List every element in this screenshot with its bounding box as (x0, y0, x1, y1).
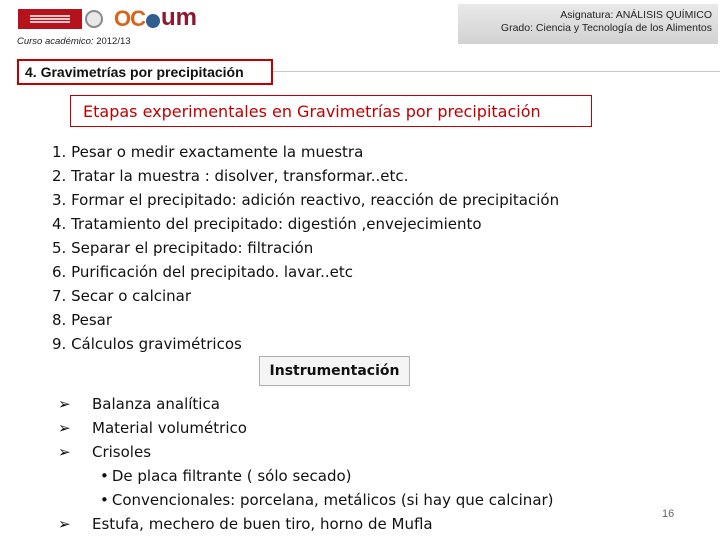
list-item: ➢ Crisoles (58, 440, 554, 464)
arrow-bullet-icon: ➢ (58, 515, 71, 533)
course-year: Curso académico: 2012/13 (17, 36, 131, 47)
list-item: 9. Cálculos gravimétricos (52, 335, 242, 353)
list-item: ➢ Material volumétrico (58, 416, 554, 440)
sub-list-item: • De placa filtrante ( sólo secado) (100, 467, 352, 485)
list-item: 7. Secar o calcinar (52, 287, 192, 305)
degree-line: Grado: Ciencia y Tecnología de los Alimentos (500, 22, 712, 34)
subject-line: Asignatura: ANÁLISIS QUÍMICO (560, 9, 712, 21)
list-item: ➢ Balanza analítica (58, 392, 554, 416)
list-item: ➢ Estufa, mechero de buen tiro, horno de Mufla (58, 512, 554, 536)
dot-bullet-icon: • (100, 491, 109, 509)
instrumentation-heading: Instrumentación (259, 356, 410, 386)
list-item: 4. Tratamiento del precipitado: digestión ,envejecimiento (52, 215, 482, 233)
list-item: 6. Purificación del precipitado. lavar..etc (52, 263, 353, 281)
arrow-bullet-icon: ➢ (58, 419, 71, 437)
university-logo (18, 9, 104, 29)
list-item: 8. Pesar (52, 311, 112, 329)
seal-icon (85, 10, 103, 28)
stages-heading: Etapas experimentales en Gravimetrías por precipitación (70, 95, 592, 127)
sub-list-item: • Convencionales: porcelana, metálicos (si hay que calcinar) (100, 491, 554, 509)
arrow-bullet-icon: ➢ (58, 395, 71, 413)
list-item: 2. Tratar la muestra : disolver, transformar..etc. (52, 167, 409, 185)
list-item: 3. Formar el precipitado: adición reactivo, reacción de precipitación (52, 191, 560, 209)
arrow-bullet-icon: ➢ (58, 443, 71, 461)
page-number: 16 (662, 508, 675, 520)
globe-icon (146, 14, 160, 28)
subject-header (458, 4, 718, 44)
list-item: 5. Separar el precipitado: filtración (52, 239, 314, 257)
list-item: 1. Pesar o medir exactamente la muestra (52, 143, 364, 161)
dot-bullet-icon: • (100, 467, 109, 485)
stages-list (52, 140, 559, 356)
topic-title: 4. Gravimetrías por precipitación (17, 59, 273, 85)
ocw-um-logo: OC um (114, 4, 197, 31)
instrumentation-list (58, 392, 554, 536)
